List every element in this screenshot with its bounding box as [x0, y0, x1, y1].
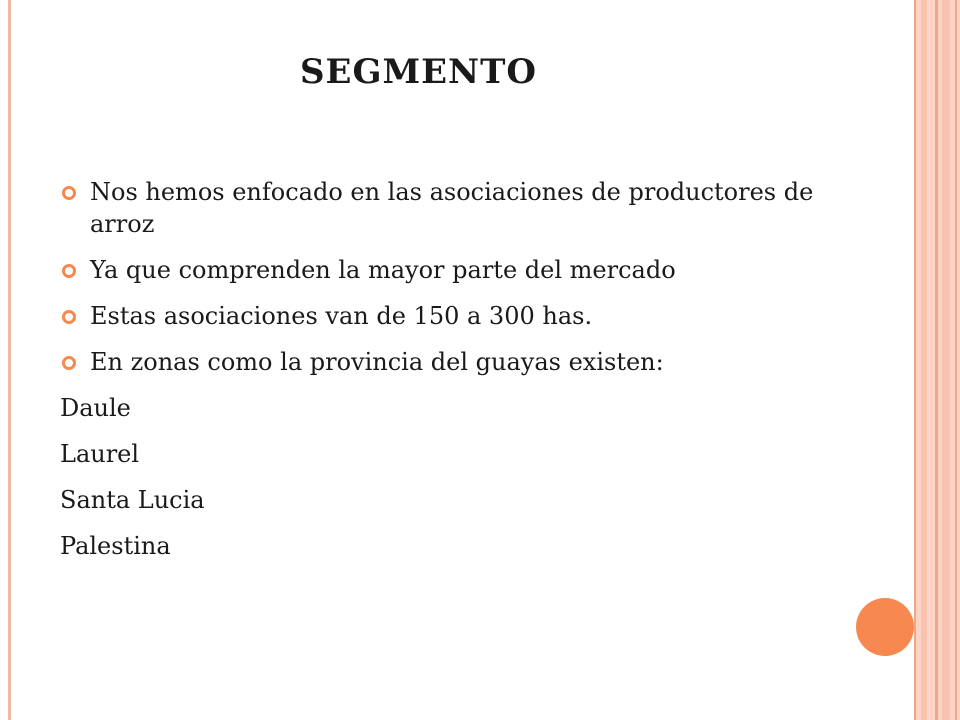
bullet-ring-icon: [62, 356, 76, 370]
zone-item: Santa Lucia: [60, 486, 205, 514]
bullet-ring-icon: [62, 310, 76, 324]
slide-title: SEGMENTO: [300, 52, 538, 92]
decorative-stripe: [914, 0, 916, 720]
bullet-ring-icon: [62, 264, 76, 278]
zone-item: Palestina: [60, 532, 171, 560]
bullet-text: Nos hemos enfocado en las asociaciones de productores de arroz: [90, 178, 814, 238]
bullet-item: [60, 254, 840, 286]
decorative-stripe: [955, 0, 957, 720]
bullet-text: Ya que comprenden la mayor parte del mercado: [90, 256, 676, 284]
zone-item: Daule: [60, 394, 131, 422]
bullet-item: [60, 176, 840, 240]
bullet-item: [60, 300, 840, 332]
left-border-line: [8, 0, 11, 720]
decorative-stripe: [942, 0, 950, 720]
bullet-text: En zonas como la provincia del guayas existen:: [90, 348, 664, 376]
decorative-circle: [856, 598, 914, 656]
bullet-ring-icon: [62, 186, 76, 200]
slide-content: [60, 176, 840, 576]
bullet-text: Estas asociaciones van de 150 a 300 has.: [90, 302, 593, 330]
decorative-stripe: [935, 0, 938, 720]
decorative-stripe: [921, 0, 927, 720]
zone-item: Laurel: [60, 440, 140, 468]
bullet-item: [60, 346, 840, 378]
